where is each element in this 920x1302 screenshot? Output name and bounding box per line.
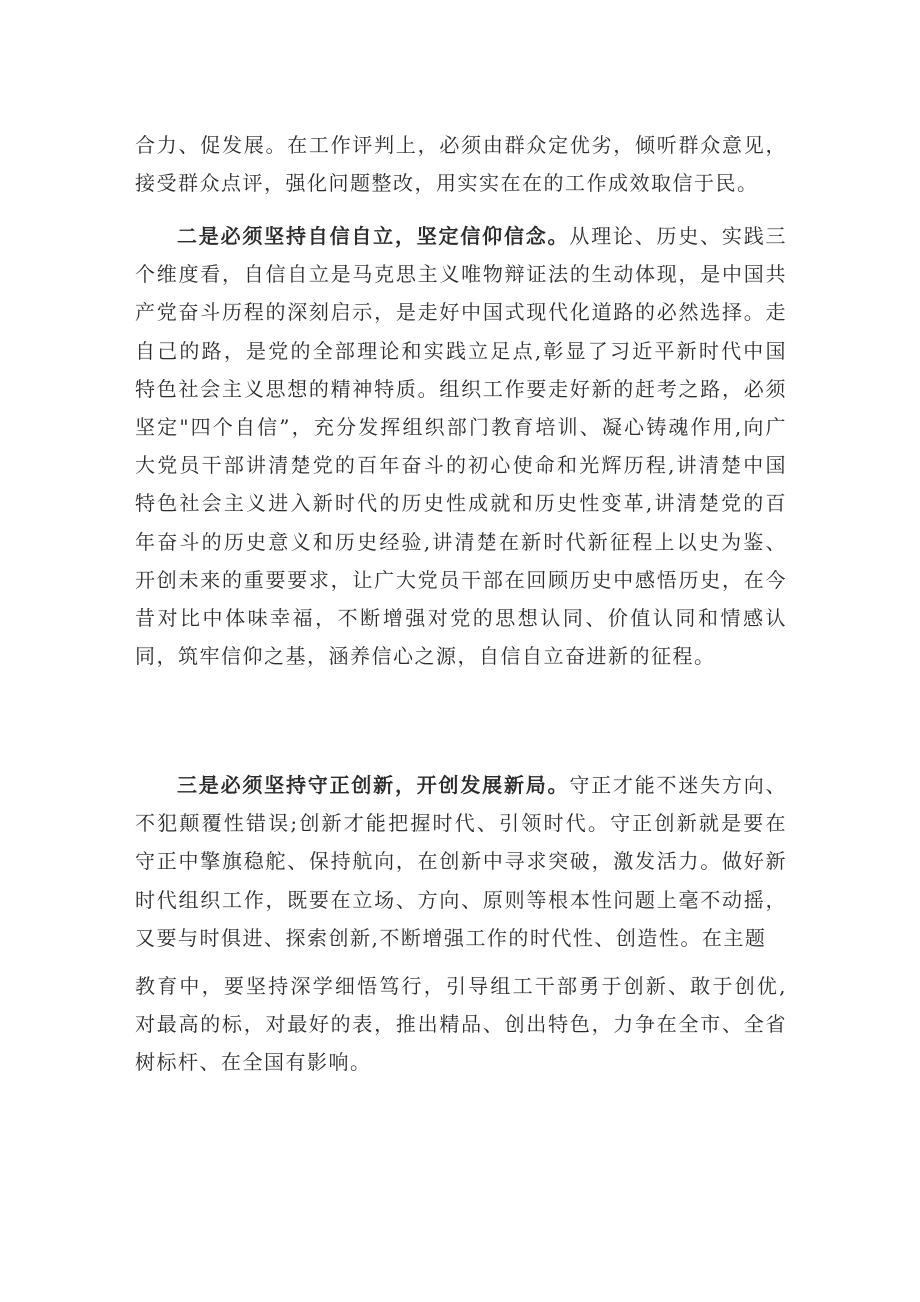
paragraph-2-text: 从理论、历史、实践三个维度看，自信自立是马克思主义唯物辩证法的生动体现，是中国共产党奋斗历程的深刻启示，是走好中国式现代化道路的必然选择。走自己的路，是党的全部理论和实践立足点,彰显了习近平新时代中国特色社会主义思想的精神特质。组织工作要走好新的赶考之路，必须坚定"四个自信”，充分发挥组织部门教育培训、凝心铸魂作用,向广大党员干部讲清楚党的百年奋斗的初心使命和光辉历程,讲清楚中国特色社会主义进入新时代的历史性成就和历史性变革,讲清楚党的百年奋斗的历史意义和历史经验,讲清楚在新时代新征程上以史为鉴、开创未来的重要要求，让广大党员干部在回顾历史中感悟历史，在今昔对比中体味幸福，不断增强对党的思想认同、价值认同和情感认同，筑牢信仰之基，涵养信心之源，自信自立奋进新的征程。 bbox=[135, 224, 788, 669]
paragraph-3-heading: 三是必须坚持守正创新，开创发展新局。 bbox=[177, 773, 570, 797]
paragraph-1-text: 合力、促发展。在工作评判上，必须由群众定优劣，倾听群众意见，接受群众点评，强化问题整改，用实实在在的工作成效取信于民。 bbox=[135, 133, 787, 196]
paragraph-1 bbox=[135, 126, 787, 202]
paragraph-4-text: 教育中，要坚持深学细悟笃行，引导组工干部勇于创新、敢于创优,对最高的标，对最好的表，推出精品、创出特色，力争在全市、全省树标杆、在全国有影响。 bbox=[135, 974, 787, 1075]
paragraph-3-text: 守正才能不迷失方向、不犯颠覆性错误;创新才能把握时代、引领时代。守正创新就是要在守正中擎旗稳舵、保持航向，在创新中寻求突破，激发活力。做好新时代组织工作，既要在立场、方向、原则等根本性问题上毫不动摇，又要与时俱进、探索创新,不断增强工作的时代性、创造性。在主题 bbox=[135, 773, 788, 950]
paragraph-2-heading: 二是必须坚持自信自立，坚定信仰信念。 bbox=[177, 224, 570, 248]
paragraph-3 bbox=[135, 766, 787, 957]
paragraph-2 bbox=[135, 217, 787, 675]
paragraph-4 bbox=[135, 967, 787, 1082]
